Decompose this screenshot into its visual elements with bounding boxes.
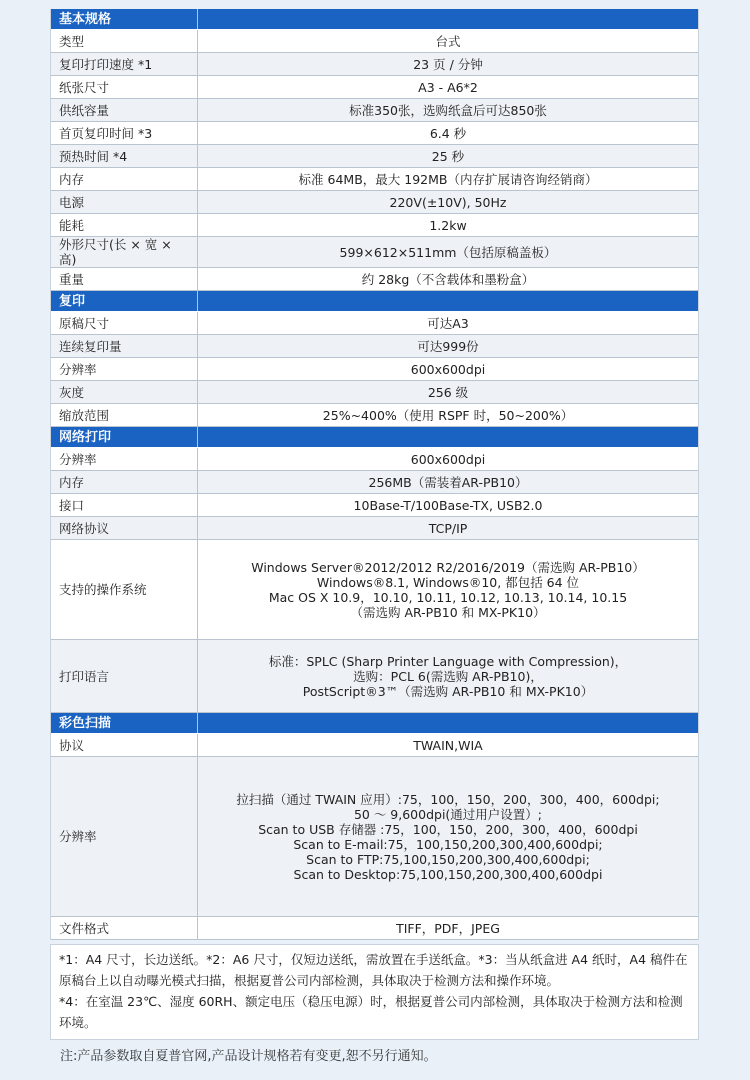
- spec-row: [51, 734, 698, 757]
- spec-value: [198, 757, 699, 917]
- spec-value-line: 6.4 秒: [429, 125, 467, 141]
- spec-value-line: Scan to E-mail:75，100,150,200,300,400,600dpi;: [293, 836, 603, 852]
- spec-label: 电源: [51, 191, 198, 214]
- spec-value-line: PostScript®3™（需选购 AR-PB10 和 MX-PK10）: [302, 683, 594, 699]
- spec-value-line: 256MB（需装着AR-PB10）: [368, 474, 528, 490]
- spec-label: 灰度: [51, 381, 198, 404]
- spec-value: [198, 268, 699, 291]
- spec-value-line: Scan to FTP:75,100,150,200,300,400,600dpi;: [306, 851, 590, 867]
- spec-value-line: 标准：SPLC (Sharp Printer Language with Compression)，: [268, 653, 628, 669]
- spec-row: [51, 237, 698, 268]
- spec-value-line: 600x600dpi: [410, 361, 486, 377]
- spec-value-line: Scan to Desktop:75,100,150,200,300,400,600dpi: [293, 866, 603, 882]
- spec-label: 连续复印量: [51, 335, 198, 358]
- spec-row: [51, 168, 698, 191]
- footnote-2: *4：在室温 23℃、湿度 60RH、额定电压（稳压电源）时，根据夏普公司内部检测，具体取决于检测方法和检测环境。: [59, 994, 683, 1030]
- spec-table-body: [51, 9, 698, 940]
- section-header: [51, 713, 698, 734]
- spec-row: [51, 99, 698, 122]
- spec-row: [51, 214, 698, 237]
- spec-value-line: A3 - A6*2: [418, 79, 478, 95]
- spec-value-line: 600x600dpi: [410, 451, 486, 467]
- spec-value-line: TCP/IP: [428, 520, 468, 536]
- section-title: 彩色扫描: [51, 713, 198, 734]
- spec-value: [198, 76, 699, 99]
- spec-value-line: Windows®8.1, Windows®10, 都包括 64 位: [316, 574, 580, 590]
- spec-value: [198, 404, 699, 427]
- spec-value-line: 599×612×511mm（包括原稿盖板）: [339, 244, 557, 260]
- spec-row: [51, 268, 698, 291]
- spec-row: [51, 757, 698, 917]
- spec-row: [51, 76, 698, 99]
- spec-label: 缩放范围: [51, 404, 198, 427]
- spec-value-line: 台式: [435, 33, 461, 49]
- spec-value-line: 23 页 / 分钟: [413, 56, 483, 72]
- spec-value-line: 50 ～ 9,600dpi(通过用户设置）;: [353, 806, 543, 822]
- spec-value: [198, 640, 699, 713]
- spec-value-line: Scan to USB 存储器 :75，100，150，200，300，400，600dpi: [258, 821, 638, 837]
- spec-label: 接口: [51, 494, 198, 517]
- spec-row: [51, 471, 698, 494]
- spec-value: [198, 494, 699, 517]
- spec-label: 预热时间 *4: [51, 145, 198, 168]
- spec-value: [198, 168, 699, 191]
- spec-label: 支持的操作系统: [51, 540, 198, 640]
- section-title: 基本规格: [51, 9, 198, 30]
- spec-value-line: Mac OS X 10.9，10.10, 10.11, 10.12, 10.13, 10.14, 10.15: [268, 589, 628, 605]
- section-title: 网络打印: [51, 427, 198, 448]
- spec-value-line: 可达999份: [417, 338, 479, 354]
- spec-value-line: 220V(±10V), 50Hz: [389, 194, 507, 210]
- footnote-1: *1：A4 尺寸，长边送纸。*2：A6 尺寸，仅短边送纸，需放置在手送纸盒。*3：当从纸盒进 A4 纸时，A4 稿件在原稿台上以自动曝光模式扫描，根据夏普公司内部检测，具体取决于检测方法和操作环境。: [59, 952, 688, 988]
- spec-row: [51, 312, 698, 335]
- spec-value: [198, 540, 699, 640]
- spec-value-line: （需选购 AR-PB10 和 MX-PK10）: [350, 604, 546, 620]
- spec-row: [51, 640, 698, 713]
- spec-value-line: 标准 64MB，最大 192MB（内存扩展请咨询经销商）: [298, 171, 598, 187]
- spec-row: [51, 404, 698, 427]
- spec-value: [198, 471, 699, 494]
- spec-row: [51, 381, 698, 404]
- spec-value: [198, 191, 699, 214]
- spec-value-line: 选购：PCL 6(需选购 AR-PB10)，: [353, 668, 543, 684]
- spec-value-line: 25%~400%（使用 RSPF 时，50~200%）: [322, 407, 574, 423]
- spec-row: [51, 53, 698, 76]
- section-header: [51, 9, 698, 30]
- spec-label: 打印语言: [51, 640, 198, 713]
- spec-row: [51, 191, 698, 214]
- spec-label: 文件格式: [51, 917, 198, 940]
- spec-value: [198, 381, 699, 404]
- spec-value: [198, 917, 699, 940]
- spec-label: 内存: [51, 471, 198, 494]
- section-header-fill: [198, 9, 699, 30]
- spec-value-line: TWAIN,WIA: [413, 737, 483, 753]
- spec-value: [198, 517, 699, 540]
- spec-value-line: 可达A3: [427, 315, 469, 331]
- spec-row: [51, 494, 698, 517]
- spec-label: 分辨率: [51, 358, 198, 381]
- spec-value: [198, 734, 699, 757]
- spec-value: [198, 335, 699, 358]
- spec-label: 原稿尺寸: [51, 312, 198, 335]
- spec-label: 纸张尺寸: [51, 76, 198, 99]
- spec-row: [51, 145, 698, 168]
- spec-label: 分辨率: [51, 757, 198, 917]
- footnote-box: [50, 944, 699, 1040]
- spec-row: [51, 517, 698, 540]
- spec-table: [51, 9, 698, 940]
- spec-row: [51, 917, 698, 940]
- spec-value-line: 25 秒: [431, 148, 465, 164]
- spec-label: 外形尺寸(长 × 宽 × 高): [51, 237, 198, 268]
- spec-label: 能耗: [51, 214, 198, 237]
- section-header-fill: [198, 427, 699, 448]
- spec-row: [51, 335, 698, 358]
- spec-value-line: 256 级: [427, 384, 469, 400]
- spec-row: [51, 30, 698, 53]
- spec-row: [51, 122, 698, 145]
- section-header: [51, 291, 698, 312]
- disclaimer-note: 注:产品参数取自夏普官网,产品设计规格若有变更,恕不另行通知。: [60, 1049, 437, 1064]
- spec-sheet: [50, 9, 699, 940]
- spec-value-line: 约 28kg（不含载体和墨粉盒）: [361, 271, 535, 287]
- spec-value: [198, 122, 699, 145]
- spec-row: [51, 448, 698, 471]
- spec-value: [198, 358, 699, 381]
- spec-row: [51, 358, 698, 381]
- spec-value: [198, 99, 699, 122]
- spec-label: 重量: [51, 268, 198, 291]
- spec-label: 网络协议: [51, 517, 198, 540]
- spec-value: [198, 30, 699, 53]
- spec-value-line: Windows Server®2012/2012 R2/2016/2019（需选购 AR-PB10）: [251, 559, 645, 575]
- spec-label: 内存: [51, 168, 198, 191]
- spec-value: [198, 145, 699, 168]
- spec-value: [198, 312, 699, 335]
- section-header-fill: [198, 291, 699, 312]
- spec-value: [198, 237, 699, 268]
- spec-label: 供纸容量: [51, 99, 198, 122]
- spec-row: [51, 540, 698, 640]
- spec-value-line: TIFF，PDF，JPEG: [396, 920, 500, 936]
- spec-label: 协议: [51, 734, 198, 757]
- spec-value-line: 1.2kw: [429, 217, 467, 233]
- spec-value-line: 10Base-T/100Base-TX, USB2.0: [353, 497, 543, 513]
- spec-label: 类型: [51, 30, 198, 53]
- spec-value: [198, 448, 699, 471]
- spec-label: 复印打印速度 *1: [51, 53, 198, 76]
- section-header: [51, 427, 698, 448]
- spec-value-line: 拉扫描（通过 TWAIN 应用）:75，100，150，200，300，400，600dpi;: [236, 791, 660, 807]
- spec-value-line: 标准350张，选购纸盒后可达850张: [349, 102, 547, 118]
- section-title: 复印: [51, 291, 198, 312]
- spec-label: 分辨率: [51, 448, 198, 471]
- spec-label: 首页复印时间 *3: [51, 122, 198, 145]
- spec-value: [198, 214, 699, 237]
- section-header-fill: [198, 713, 699, 734]
- spec-value: [198, 53, 699, 76]
